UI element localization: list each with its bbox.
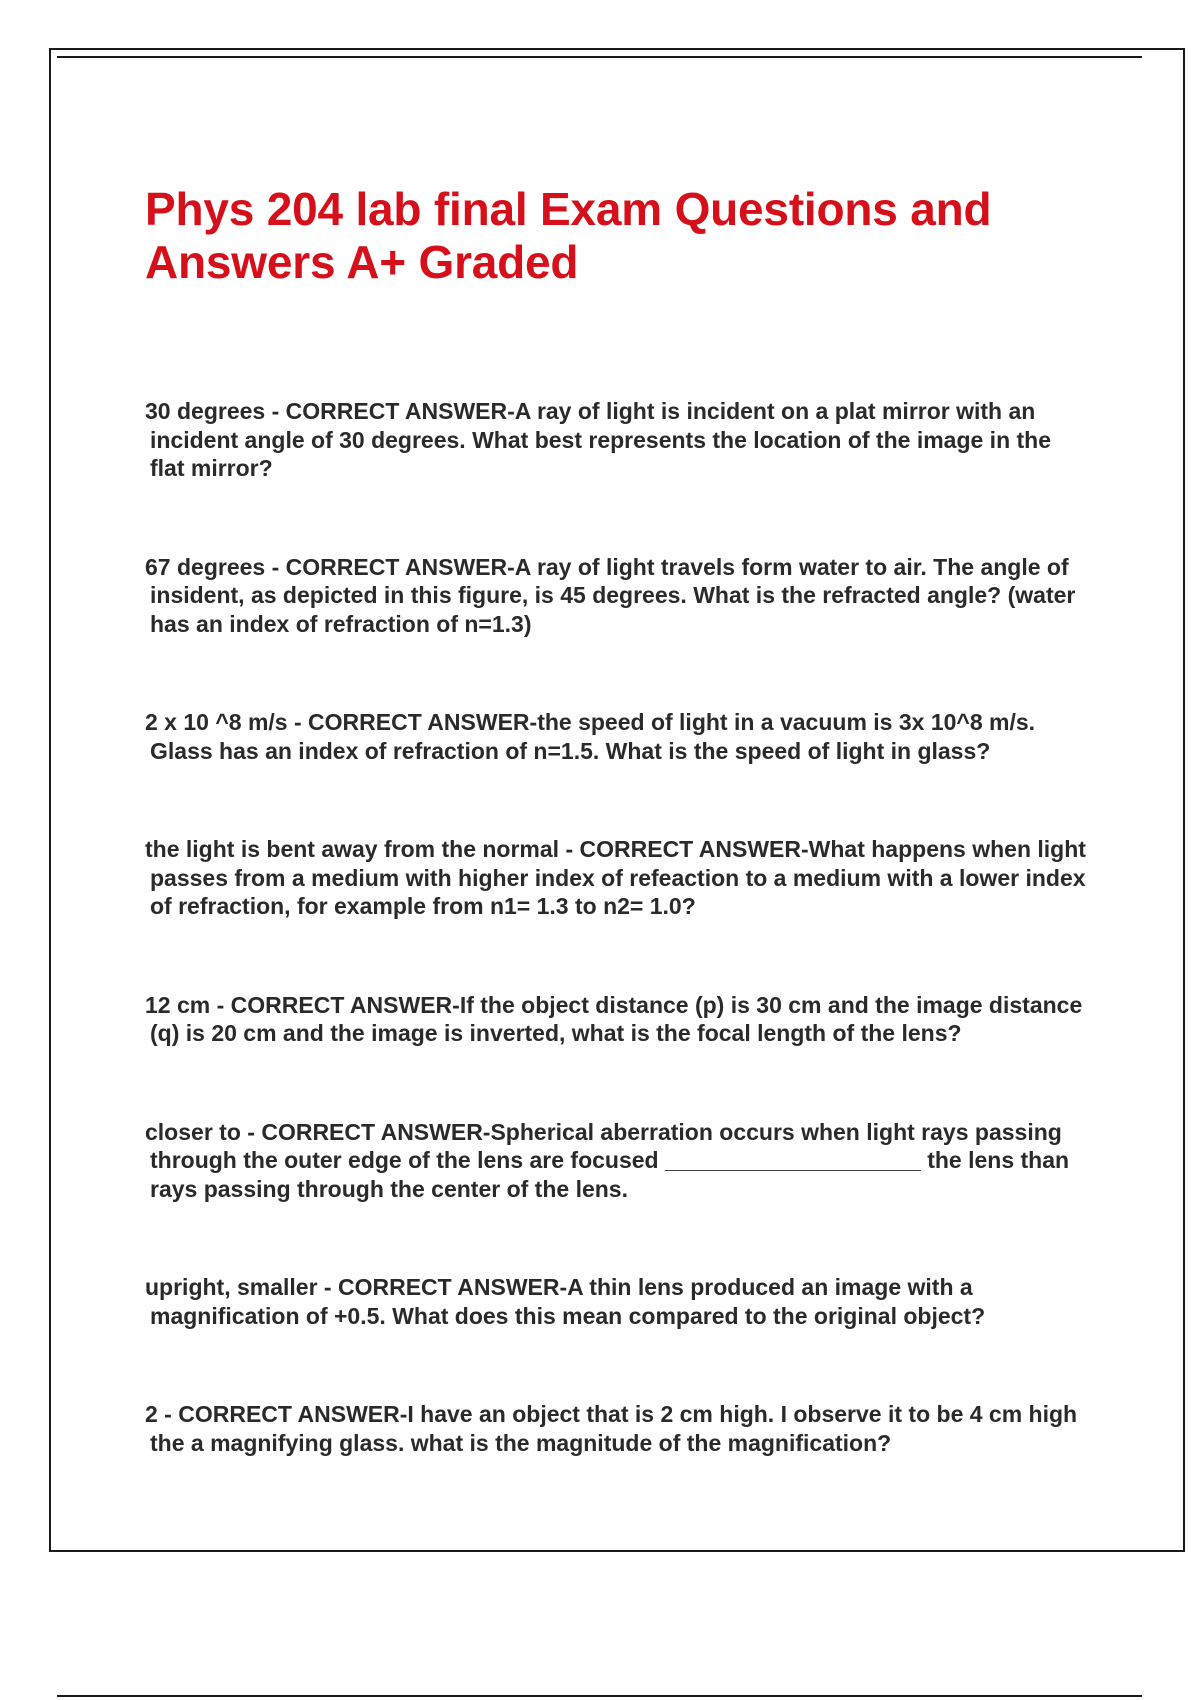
answer-text: 67 degrees <box>145 553 266 580</box>
question-text: A ray of light travels form water to air. The angle of insident, as depicted in this figure, is 45 degrees. What is the refracted angle? (water has an index of refraction of n=1.3) <box>150 553 1076 637</box>
correct-answer-label: CORRECT ANSWER- <box>285 398 515 424</box>
separator: - <box>240 1118 262 1145</box>
qa-item <box>145 708 1090 765</box>
correct-answer-label: CORRECT ANSWER- <box>178 1401 408 1427</box>
separator: - <box>157 1401 179 1427</box>
correct-answer-label: CORRECT ANSWER- <box>579 836 809 862</box>
qa-list <box>145 397 1090 1527</box>
separator: - <box>559 836 580 862</box>
answer-text: 12 cm <box>145 991 211 1018</box>
qa-item <box>145 1273 1090 1330</box>
qa-item <box>145 553 1090 639</box>
correct-answer-label: CORRECT ANSWER- <box>338 1274 568 1300</box>
answer-text: 2 <box>145 1401 158 1427</box>
answer-text: closer to <box>145 1118 241 1145</box>
bottom-rule <box>57 1695 1142 1697</box>
qa-item <box>145 835 1090 921</box>
separator: - <box>317 1274 338 1300</box>
separator: - <box>265 398 286 424</box>
separator: - <box>265 553 286 580</box>
qa-item <box>145 1400 1090 1457</box>
correct-answer-label: CORRECT ANSWER- <box>230 991 460 1018</box>
question-text: A thin lens produced an image with a magnification of +0.5. What does this mean compared to the original object? <box>150 1274 986 1329</box>
correct-answer-label: CORRECT ANSWER- <box>285 553 515 580</box>
answer-text: the light is bent away from the normal <box>145 836 560 862</box>
question-text: A ray of light is incident on a plat mirror with an incident angle of 30 degrees. What best represents the location of the image in the flat mirror? <box>150 398 1052 481</box>
question-text: If the object distance (p) is 30 cm and the image distance (q) is 20 cm and the image is inverted, what is the focal length of the lens? <box>150 991 1083 1046</box>
question-text: I have an object that is 2 cm high. I observe it to be 4 cm high the a magnifying glass. what is the magnitude of the magnification? <box>150 1401 1078 1456</box>
separator: - <box>287 709 309 735</box>
qa-item <box>145 1118 1090 1204</box>
question-text: What happens when light passes from a medium with higher index of refeaction to a medium with a lower index of refraction, for example from n1= 1.3 to n2= 1.0? <box>150 836 1086 919</box>
answer-text: upright, smaller <box>145 1274 318 1300</box>
answer-text: 2 x 10 ^8 m/s <box>145 709 288 735</box>
qa-item <box>145 991 1090 1048</box>
correct-answer-label: CORRECT ANSWER- <box>261 1118 491 1145</box>
document-title: Phys 204 lab final Exam Questions and Answers A+ Graded <box>145 183 992 288</box>
question-text: the speed of light in a vacuum is 3x 10^8 m/s. Glass has an index of refraction of n=1.5. What is the speed of light in glass? <box>150 709 1036 764</box>
question-text: Spherical aberration occurs when light rays passing through the outer edge of the lens are focused ____________________ the lens than rays passing through the center of the lens. <box>150 1118 1070 1202</box>
qa-item <box>145 397 1090 483</box>
answer-text: 30 degrees <box>145 398 266 424</box>
correct-answer-label: CORRECT ANSWER- <box>308 709 538 735</box>
separator: - <box>210 991 231 1018</box>
